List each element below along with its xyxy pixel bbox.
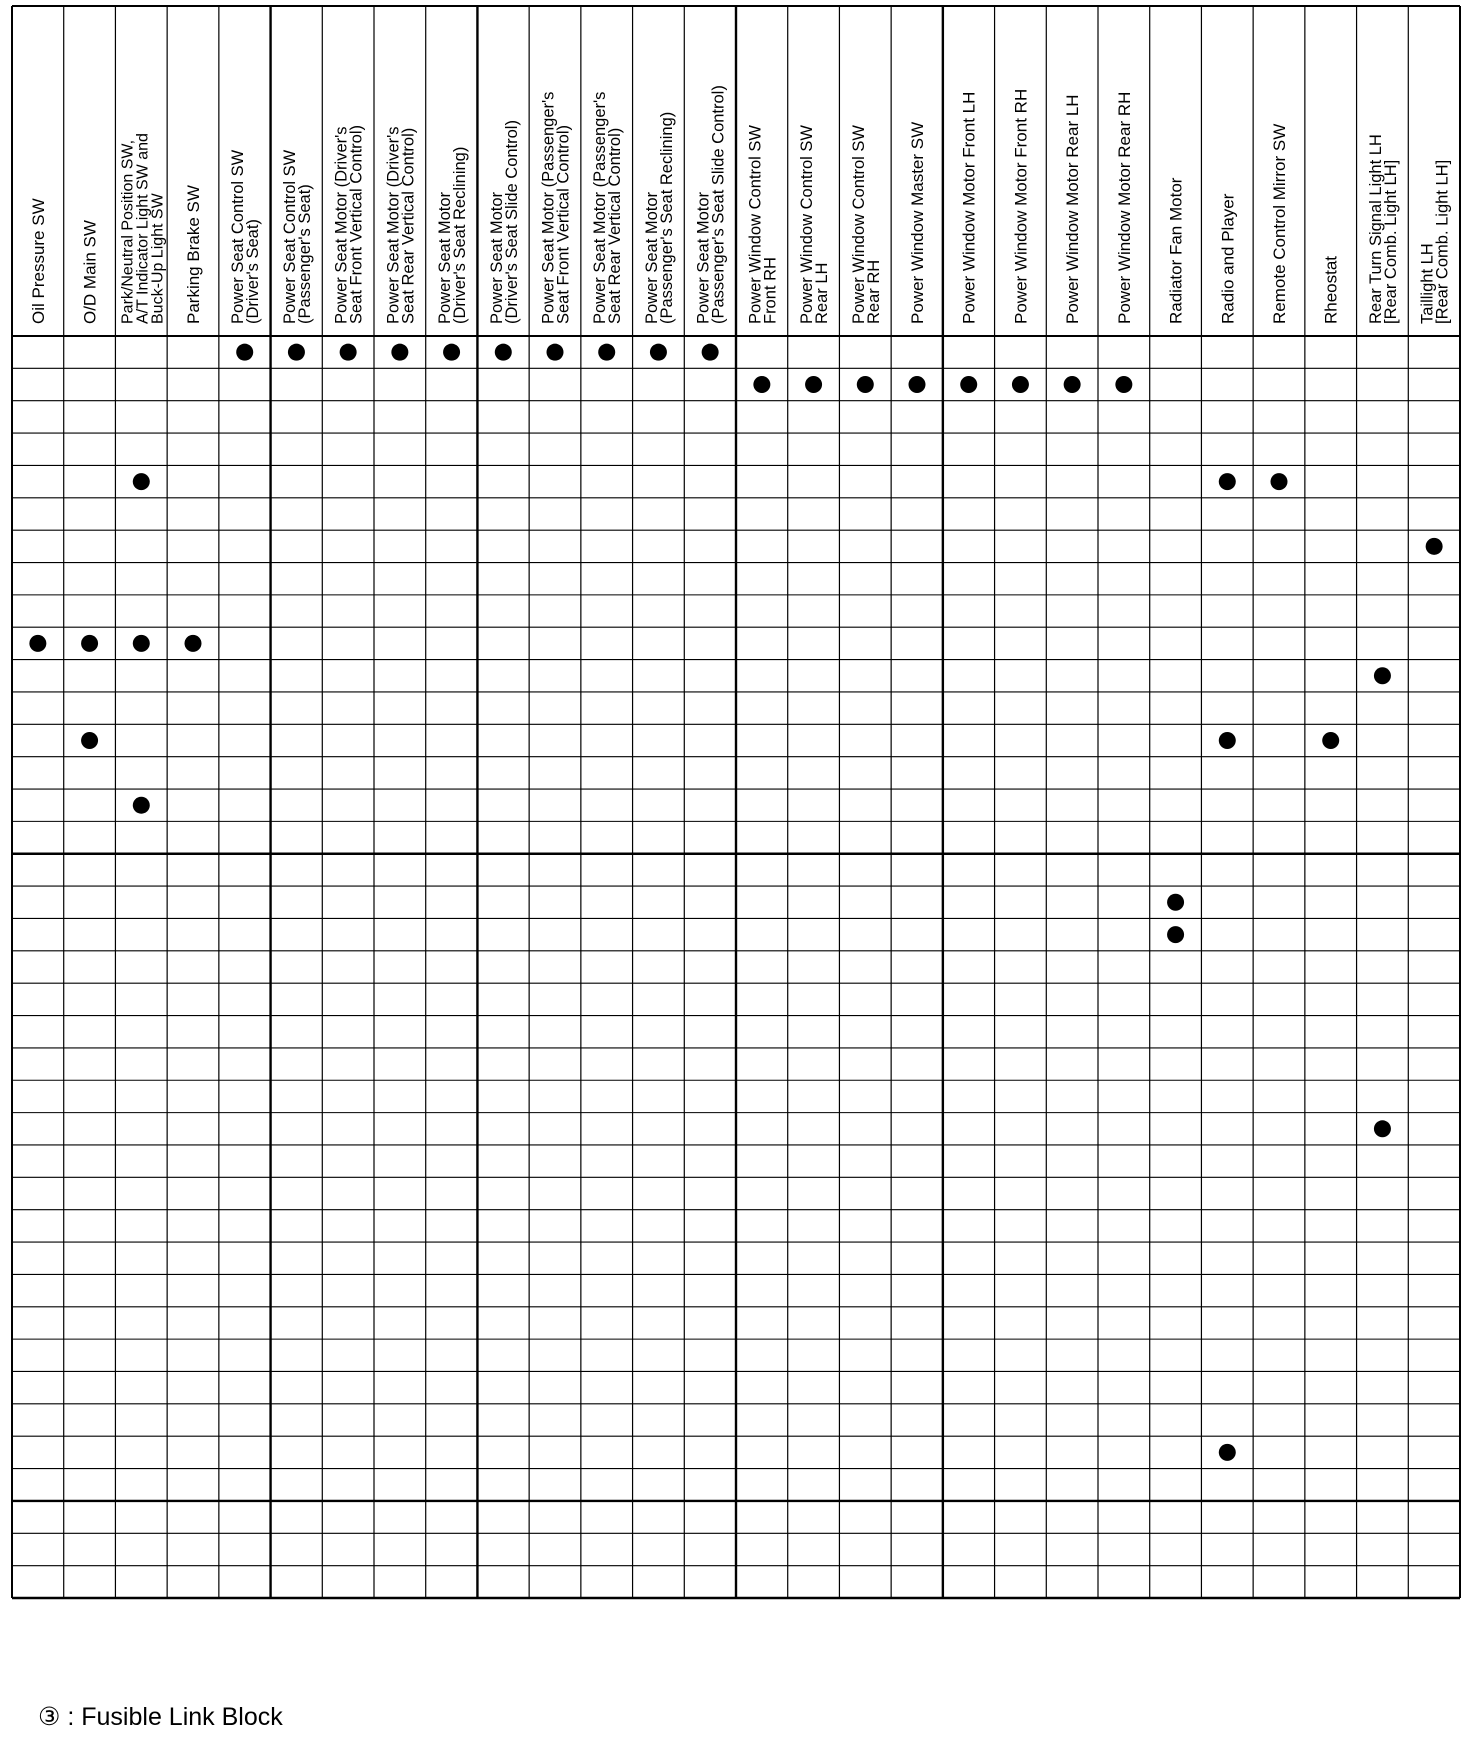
column-header-label: (Driver's Seat Slide Control) [502,120,521,324]
connection-dot [1219,1444,1236,1461]
legend [38,1702,283,1732]
column-header-label: Seat Rear Vertical Control) [606,127,625,324]
column-header-label: Power Seat Motor [694,191,713,324]
connection-dot [1012,376,1029,393]
column-header-label: Power Seat Control SW [280,149,299,324]
column-header-label: Park/Neutral Position SW, [119,139,137,324]
connection-dot [702,344,719,361]
column-header-label: (Passenger's Seat Slide Control) [709,85,728,324]
column-header-label: Remote Control Mirror SW [1270,123,1289,324]
connection-dot [1374,667,1391,684]
column-header-label: O/D Main SW [80,220,100,324]
column-header-label: Seat Front Vertical Control) [347,125,366,324]
connection-dot [133,473,150,490]
column-header-label: Radio and Player [1218,193,1238,324]
column-header-label: Power Seat Motor [487,191,506,324]
connection-dot [1115,376,1132,393]
column-headers [29,85,1452,324]
column-header-label: [Rear Comb. Light LH] [1433,159,1452,324]
column-header-label: Parking Brake SW [184,185,203,324]
column-header-label: Rear Turn Signal Light LH [1366,134,1385,324]
column-header-label: A/T Indicator Light SW and [134,133,152,324]
column-header-label: Power Seat Motor (Driver's [384,126,403,324]
column-header-label: Power Window Motor Front RH [1011,88,1031,324]
column-header-label: Power Window Motor Rear RH [1114,91,1134,324]
column-header-label: Power Window Control SW [849,125,868,324]
connection-dot [133,635,150,652]
column-header-label: Seat Rear Vertical Control) [399,127,418,324]
column-header-label: (Passenger's Seat Reclining) [657,111,676,324]
connection-dot [857,376,874,393]
connection-dot [1322,732,1339,749]
column-header-label: Rheostat [1321,255,1341,324]
column-header-label: Power Window Motor Rear LH [1063,94,1083,324]
legend-text: : Fusible Link Block [60,1703,283,1731]
column-header-label: Seat Front Vertical Control) [554,125,573,324]
connection-dot [1271,473,1288,490]
connection-dot [805,376,822,393]
column-header-label: Buck-Up Light SW [149,193,167,324]
column-header-label: (Driver's Seat Reclining) [451,146,470,324]
connection-dot [1426,538,1443,555]
connection-dot [81,635,98,652]
column-header-label: Rear RH [864,259,883,324]
connection-dot [1167,926,1184,943]
column-header-label: (Driver's Seat) [244,219,263,324]
connection-dot [650,344,667,361]
column-header-label: Power Seat Motor [642,191,661,324]
connection-dot [29,635,46,652]
column-header-label: Taillight LH [1418,243,1437,324]
connection-dot [1374,1120,1391,1137]
connection-dot [495,344,512,361]
column-header-label: Rear LH [813,262,832,324]
column-header-label: (Passenger's Seat) [295,184,314,324]
connection-dot [391,344,408,361]
column-header-label: Power Window Master SW [908,121,927,324]
column-header-label: Power Window Control SW [798,125,817,324]
connection-dot [909,376,926,393]
connection-dot [1219,473,1236,490]
connection-dot [236,344,253,361]
connection-dot [598,344,615,361]
column-header-label: Power Seat Motor (Driver's [332,126,351,324]
column-header-label: Power Seat Motor (Passenger's [591,91,610,324]
connection-dot [81,732,98,749]
connection-dot [133,797,150,814]
column-header-label: [Rear Comb. Light LH] [1381,159,1400,324]
column-header-label: Power Seat Motor (Passenger's [539,91,558,324]
connection-dot [547,344,564,361]
column-header-label: Front RH [761,257,780,324]
connection-dot [1167,894,1184,911]
connection-dot [288,344,305,361]
column-header-label: Power Seat Motor [436,191,455,324]
legend-symbol: ③ [38,1703,61,1731]
connection-dot [960,376,977,393]
column-header-label: Power Seat Control SW [229,149,248,324]
connection-dot [443,344,460,361]
column-header-label: Power Window Motor Front LH [959,91,979,324]
connection-dot [1064,376,1081,393]
column-header-label: Oil Pressure SW [28,198,48,324]
column-header-label: Power Window Control SW [746,125,765,324]
connection-dot [185,635,202,652]
column-header-label: Radiator Fan Motor [1166,177,1186,324]
connection-dot [1219,732,1236,749]
connection-dot [340,344,357,361]
connection-dot [753,376,770,393]
